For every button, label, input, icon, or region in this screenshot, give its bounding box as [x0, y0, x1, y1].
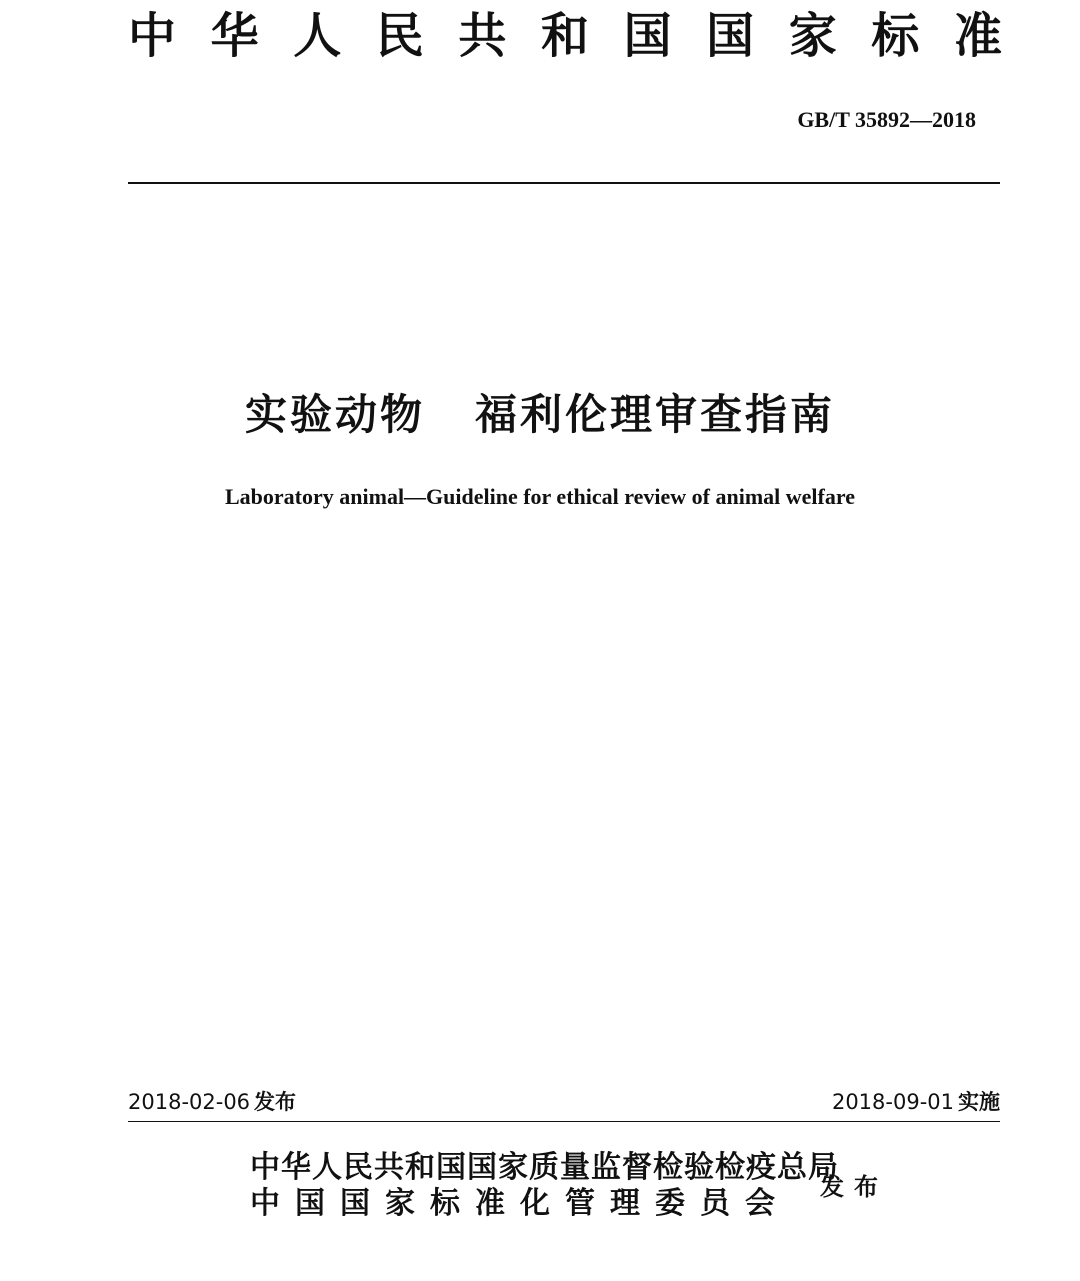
header-char: 国: [623, 8, 674, 64]
header-char: 中: [128, 8, 179, 64]
issuing-organizations: [250, 1150, 839, 1222]
header-char: 准: [953, 8, 1004, 64]
issuer-org-1: 中华人民共和国国家质量监督检验检疫总局: [250, 1150, 839, 1185]
header-char: 标: [871, 8, 922, 64]
bottom-divider: [128, 1121, 1000, 1122]
header-char: 国: [706, 8, 757, 64]
header-char: 人: [293, 8, 344, 64]
implement-date: 2018-09-01: [831, 1090, 954, 1114]
chinese-title-part2: 福利伦理审查指南: [475, 390, 836, 439]
header-char: 共: [458, 8, 509, 64]
header-char: 华: [210, 8, 261, 64]
english-title: Laboratory animal—Guideline for ethical review of animal welfare: [225, 484, 855, 509]
top-divider: [128, 182, 1000, 184]
national-standard-header: [128, 6, 1004, 66]
issue-date-block: [128, 1088, 296, 1116]
header-char: 家: [788, 8, 839, 64]
chinese-title-part1: 实验动物: [244, 390, 425, 439]
header-char: 和: [540, 8, 591, 64]
publish-word: 发布: [820, 1172, 888, 1201]
header-char: 民: [375, 8, 426, 64]
implement-date-word: 实施: [958, 1090, 1000, 1114]
standard-number: GB/T 35892—2018: [797, 107, 976, 132]
chinese-title: [0, 388, 1080, 442]
issue-date-word: 发布: [254, 1090, 297, 1114]
issuer-org-2: 中国国家标准化管理委员会: [250, 1186, 790, 1221]
issue-date: 2018-02-06: [128, 1090, 251, 1114]
implement-date-block: [832, 1088, 1000, 1116]
